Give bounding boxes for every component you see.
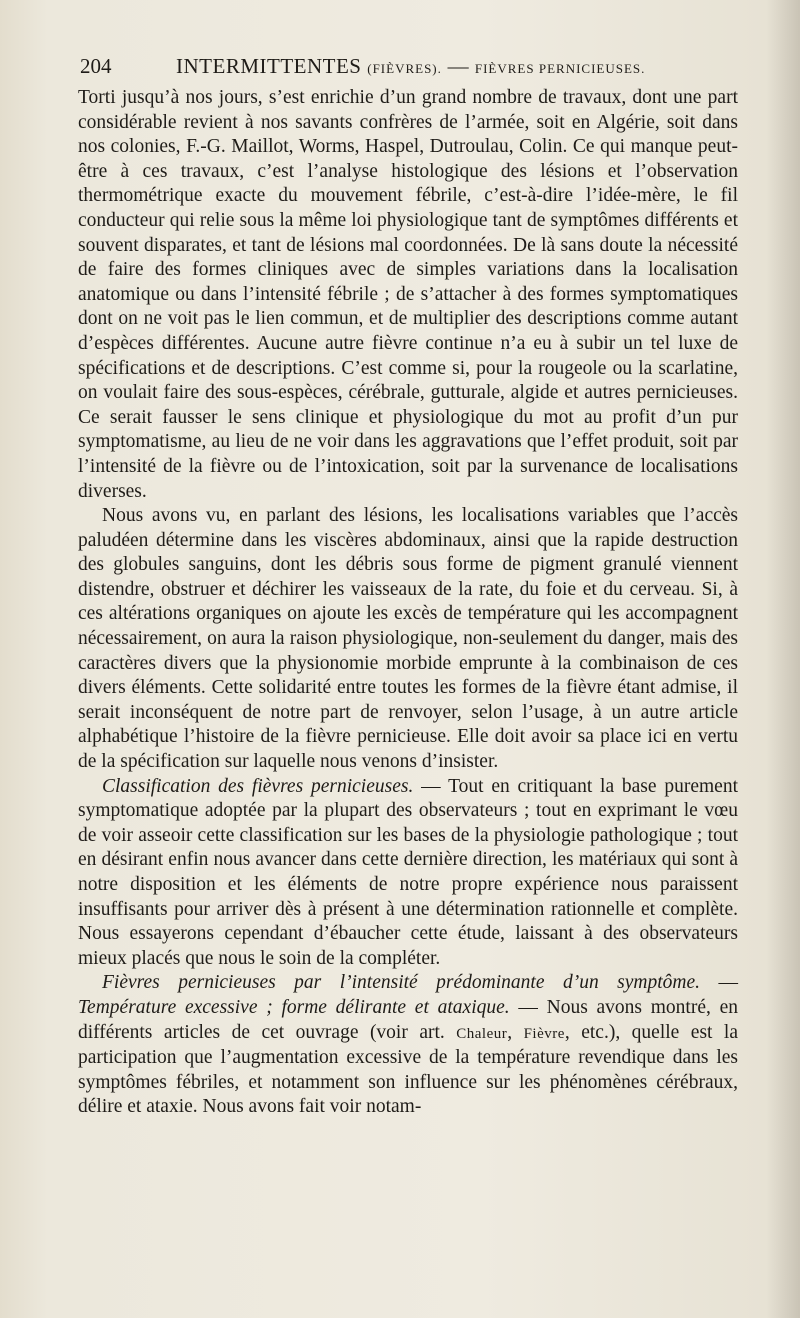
heading-dash: — — [413, 775, 449, 797]
section-heading-classification: Classification des fièvres pernicieuses. — [102, 775, 414, 797]
cross-reference-chaleur: Chaleur — [456, 1025, 508, 1042]
paragraph-4 — [78, 971, 738, 1120]
running-header — [78, 52, 738, 84]
paragraph-1: Torti jusqu’à nos jours, s’est enrichie d’un grand nombre de travaux, dont une part considérable revient à nos savants confrères de l’armée, soit en Algérie, soit dans nos colonies, F.-G. Maillot, Worms, Haspel, Dutroulau, Colin. Ce qui manque peut-être à ces travaux, c’est l’analyse histologique des lésions et l’observation thermométrique exacte du mouvement fébrile, c’est-à-dire l’idée-mère, le fil conducteur qui relie sous la même loi physiologique tant de symptômes différents et souvent disparates, et tant de lésions mal coordonnées. De là sans doute la nécessité de faire des formes cliniques avec de simples variations dans la localisation anatomique ou dans l’intensité fébrile ; de s’attacher à des formes symptomatiques dont on ne voit pas le lien commun, et de multiplier des descriptions comme autant d’espèces différentes. Aucune autre fièvre continue n’a eu à subir un tel luxe de spécifications et de descriptions. C’est comme si, pour la rougeole ou la scarlatine, on voulait faire des sous-espèces, cérébrale, gutturale, algide et autres pernicieuses. Ce serait fausser le sens clinique et physiologique du mot au profit d’un pur symptomatisme, au lieu de ne voir dans les aggravations que l’effet produit, soit par l’intensité de la fièvre ou de l’intoxication, soit par la survenance de localisations diverses. — [78, 87, 738, 502]
reference-separator: , — [507, 1021, 524, 1043]
page-edge-shadow — [766, 0, 800, 1318]
paragraph-2: Nous avons vu, en parlant des lésions, les localisations variables que l’accès paludéen détermine dans les viscères abdominaux, ainsi que la rapide destruction des globules sanguins, dont les débris sous forme de pigment granulé viennent distendre, obstruer et déchirer les vaisseaux de la rate, du foie et du cerveau. Si, à ces altérations organiques on ajoute les excès de température qui les accompagnent nécessairement, on aura la raison physiologique, non-seulement du danger, mais des caractères divers que la physionomie morbide emprunte à la combinaison de ces divers éléments. Cette solidarité entre toutes les formes de la fièvre étant admise, il serait inconséquent de notre part de renvoyer, selon l’usage, à un autre article alphabétique l’histoire de la fièvre pernicieuse. Elle doit avoir sa place ici en vertu de la spécification sur laquelle nous venons d’insister. — [78, 505, 738, 773]
cross-reference-fievre: Fièvre — [523, 1025, 565, 1042]
heading-dash: — — [509, 996, 547, 1018]
subheading-temperature: Température excessive ; forme délirante et ataxique. — [78, 996, 510, 1018]
running-title — [176, 54, 645, 79]
paragraph-3 — [78, 775, 738, 972]
paragraph-4-text-b: , etc.), quelle est la participation que l’augmentation excessive de la température revendique dans les symptômes fébriles, et notamment son influence sur les phénomènes cérébraux, délire et ataxie. Nous avons fait voir notam- — [78, 1021, 738, 1118]
section-heading-intensity: Fièvres pernicieuses par l’intensité prédominante d’un symptôme. — [102, 972, 701, 994]
paragraph-3-text: Tout en critiquant la base purement symptomatique adoptée par la plupart des observateurs ; tout en exprimant le vœu de voir asseoir cette classification sur les bases de la physiologie pathologique ; tout en désirant enfin nous avancer dans cette dernière direction, les matériaux qui sont à notre disposition et les éléments de notre propre expérience nous paraissent insuffisants pour arriver dès à présent à une détermination rationnelle et complète. Nous essayerons cependant d’ébaucher cette étude, laissant à des observateurs mieux placés que nous le soin de la compléter. — [78, 775, 738, 969]
title-main: INTERMITTENTES — [176, 54, 362, 78]
title-paren: (FIÈVRES). — [367, 61, 442, 76]
body-text — [78, 86, 738, 1120]
heading-dash: — — [700, 972, 738, 994]
title-sub: FIÈVRES PERNICIEUSES. — [474, 61, 646, 76]
page-number: 204 — [80, 54, 112, 78]
title-separator: — — [447, 54, 470, 78]
paragraph-4-text-a: Nous avons montré, en différents articles de cet ouvrage (voir art. — [78, 996, 738, 1043]
